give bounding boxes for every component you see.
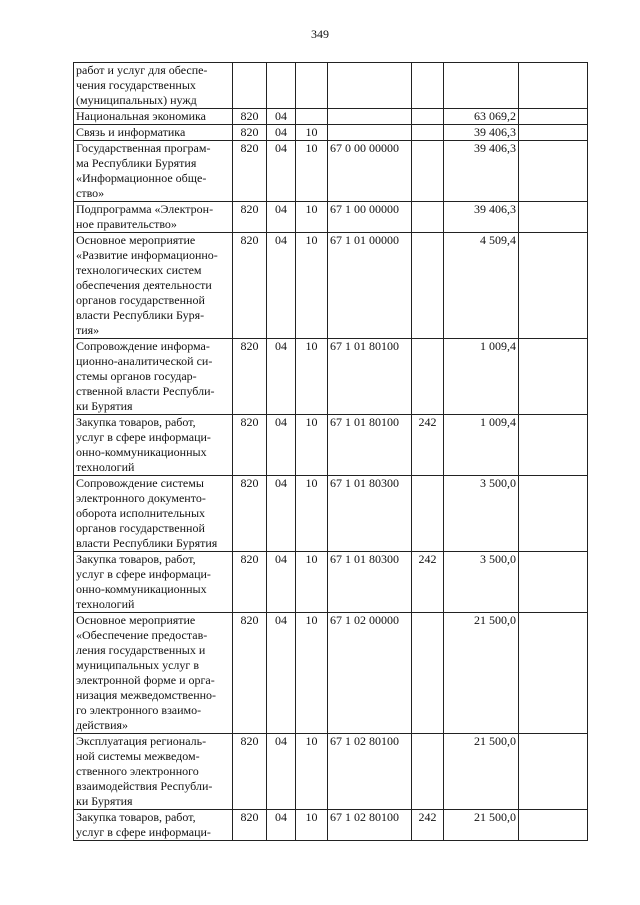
row-extra-cell <box>519 613 588 734</box>
row-target-item-code: 67 0 00 00000 <box>328 141 412 202</box>
row-target-item-code: 67 1 01 80100 <box>328 415 412 476</box>
row-extra-cell <box>519 476 588 552</box>
row-amount: 3 500,0 <box>444 552 519 613</box>
row-expense-type-code <box>412 202 444 233</box>
row-target-item-code <box>328 125 412 141</box>
page-number: 349 <box>311 27 329 41</box>
row-expense-type-code <box>412 233 444 339</box>
row-ved-code: 820 <box>233 476 267 552</box>
table-row <box>74 613 588 734</box>
row-target-item-code <box>328 109 412 125</box>
row-expense-type-code <box>412 125 444 141</box>
row-amount <box>444 63 519 109</box>
row-target-item-code: 67 1 01 80100 <box>328 339 412 415</box>
row-ved-code: 820 <box>233 415 267 476</box>
row-amount: 39 406,3 <box>444 141 519 202</box>
row-name: Основное мероприятие «Обеспечение предостав- ления государственных и муниципальных услуг в электронной форме и орга- низация межведомственно- го электронного взаимо- действия» <box>74 613 233 734</box>
table-row <box>74 339 588 415</box>
row-section-code: 04 <box>267 109 296 125</box>
row-ved-code: 820 <box>233 202 267 233</box>
row-subsection-code: 10 <box>296 476 328 552</box>
row-section-code: 04 <box>267 141 296 202</box>
row-subsection-code: 10 <box>296 202 328 233</box>
row-amount: 3 500,0 <box>444 476 519 552</box>
row-section-code: 04 <box>267 233 296 339</box>
row-expense-type-code <box>412 141 444 202</box>
row-target-item-code: 67 1 01 80300 <box>328 552 412 613</box>
row-section-code <box>267 63 296 109</box>
row-section-code: 04 <box>267 339 296 415</box>
row-ved-code: 820 <box>233 109 267 125</box>
row-ved-code: 820 <box>233 734 267 810</box>
row-subsection-code <box>296 109 328 125</box>
budget-table <box>73 62 588 841</box>
row-expense-type-code: 242 <box>412 415 444 476</box>
row-expense-type-code <box>412 339 444 415</box>
row-section-code: 04 <box>267 476 296 552</box>
row-extra-cell <box>519 810 588 841</box>
row-target-item-code: 67 1 00 00000 <box>328 202 412 233</box>
row-ved-code: 820 <box>233 233 267 339</box>
row-expense-type-code <box>412 476 444 552</box>
table-row <box>74 415 588 476</box>
row-subsection-code <box>296 63 328 109</box>
row-ved-code: 820 <box>233 552 267 613</box>
row-name: Национальная экономика <box>74 109 233 125</box>
row-section-code: 04 <box>267 613 296 734</box>
row-target-item-code: 67 1 01 00000 <box>328 233 412 339</box>
row-name: Государственная програм- ма Республики Бурятия «Информационное обще- ство» <box>74 141 233 202</box>
row-name: Закупка товаров, работ, услуг в сфере информаци- онно-коммуникационных технологий <box>74 415 233 476</box>
row-target-item-code: 67 1 02 00000 <box>328 613 412 734</box>
row-subsection-code: 10 <box>296 734 328 810</box>
row-subsection-code: 10 <box>296 613 328 734</box>
row-name: работ и услуг для обеспе- чения государственных (муниципальных) нужд <box>74 63 233 109</box>
row-amount: 4 509,4 <box>444 233 519 339</box>
row-target-item-code: 67 1 02 80100 <box>328 734 412 810</box>
table-row <box>74 552 588 613</box>
row-amount: 39 406,3 <box>444 202 519 233</box>
row-section-code: 04 <box>267 552 296 613</box>
row-name: Подпрограмма «Электрон- ное правительство» <box>74 202 233 233</box>
row-ved-code: 820 <box>233 125 267 141</box>
row-name: Сопровождение системы электронного документо- оборота исполнительных органов государственной власти Республики Бурятия <box>74 476 233 552</box>
row-ved-code: 820 <box>233 339 267 415</box>
row-section-code: 04 <box>267 734 296 810</box>
row-expense-type-code <box>412 734 444 810</box>
row-name: Сопровождение информа- ционно-аналитической си- стемы органов государ- ственной власти Республи- ки Бурятия <box>74 339 233 415</box>
row-extra-cell <box>519 233 588 339</box>
row-section-code: 04 <box>267 125 296 141</box>
row-extra-cell <box>519 63 588 109</box>
row-amount: 1 009,4 <box>444 415 519 476</box>
table-row <box>74 734 588 810</box>
row-subsection-code: 10 <box>296 233 328 339</box>
row-amount: 1 009,4 <box>444 339 519 415</box>
row-extra-cell <box>519 339 588 415</box>
row-extra-cell <box>519 125 588 141</box>
row-extra-cell <box>519 109 588 125</box>
row-expense-type-code <box>412 613 444 734</box>
table-row <box>74 476 588 552</box>
row-target-item-code: 67 1 02 80100 <box>328 810 412 841</box>
row-subsection-code: 10 <box>296 125 328 141</box>
row-section-code: 04 <box>267 415 296 476</box>
table-row <box>74 810 588 841</box>
row-extra-cell <box>519 552 588 613</box>
row-amount: 21 500,0 <box>444 810 519 841</box>
row-ved-code: 820 <box>233 141 267 202</box>
row-name: Основное мероприятие «Развитие информационно- технологических систем обеспечения деятельности органов государственной власти Республики Буря- тия» <box>74 233 233 339</box>
row-extra-cell <box>519 141 588 202</box>
row-extra-cell <box>519 415 588 476</box>
table-row <box>74 202 588 233</box>
row-amount: 39 406,3 <box>444 125 519 141</box>
row-subsection-code: 10 <box>296 810 328 841</box>
table-row <box>74 109 588 125</box>
row-ved-code <box>233 63 267 109</box>
row-target-item-code: 67 1 01 80300 <box>328 476 412 552</box>
row-subsection-code: 10 <box>296 141 328 202</box>
table-row <box>74 125 588 141</box>
row-name: Связь и информатика <box>74 125 233 141</box>
budget-table-body <box>74 63 588 841</box>
row-subsection-code: 10 <box>296 552 328 613</box>
row-extra-cell <box>519 734 588 810</box>
row-expense-type-code <box>412 63 444 109</box>
row-target-item-code <box>328 63 412 109</box>
row-expense-type-code: 242 <box>412 810 444 841</box>
table-row <box>74 63 588 109</box>
table-row <box>74 233 588 339</box>
row-section-code: 04 <box>267 202 296 233</box>
row-expense-type-code: 242 <box>412 552 444 613</box>
row-name: Закупка товаров, работ, услуг в сфере информаци- онно-коммуникационных технологий <box>74 552 233 613</box>
row-amount: 21 500,0 <box>444 613 519 734</box>
row-subsection-code: 10 <box>296 339 328 415</box>
row-name: Эксплуатация региональ- ной системы межведом- ственного электронного взаимодействия Республи- ки Бурятия <box>74 734 233 810</box>
row-ved-code: 820 <box>233 810 267 841</box>
table-row <box>74 141 588 202</box>
row-expense-type-code <box>412 109 444 125</box>
row-section-code: 04 <box>267 810 296 841</box>
row-amount: 21 500,0 <box>444 734 519 810</box>
row-amount: 63 069,2 <box>444 109 519 125</box>
row-ved-code: 820 <box>233 613 267 734</box>
row-name: Закупка товаров, работ, услуг в сфере информаци- <box>74 810 233 841</box>
row-subsection-code: 10 <box>296 415 328 476</box>
row-extra-cell <box>519 202 588 233</box>
